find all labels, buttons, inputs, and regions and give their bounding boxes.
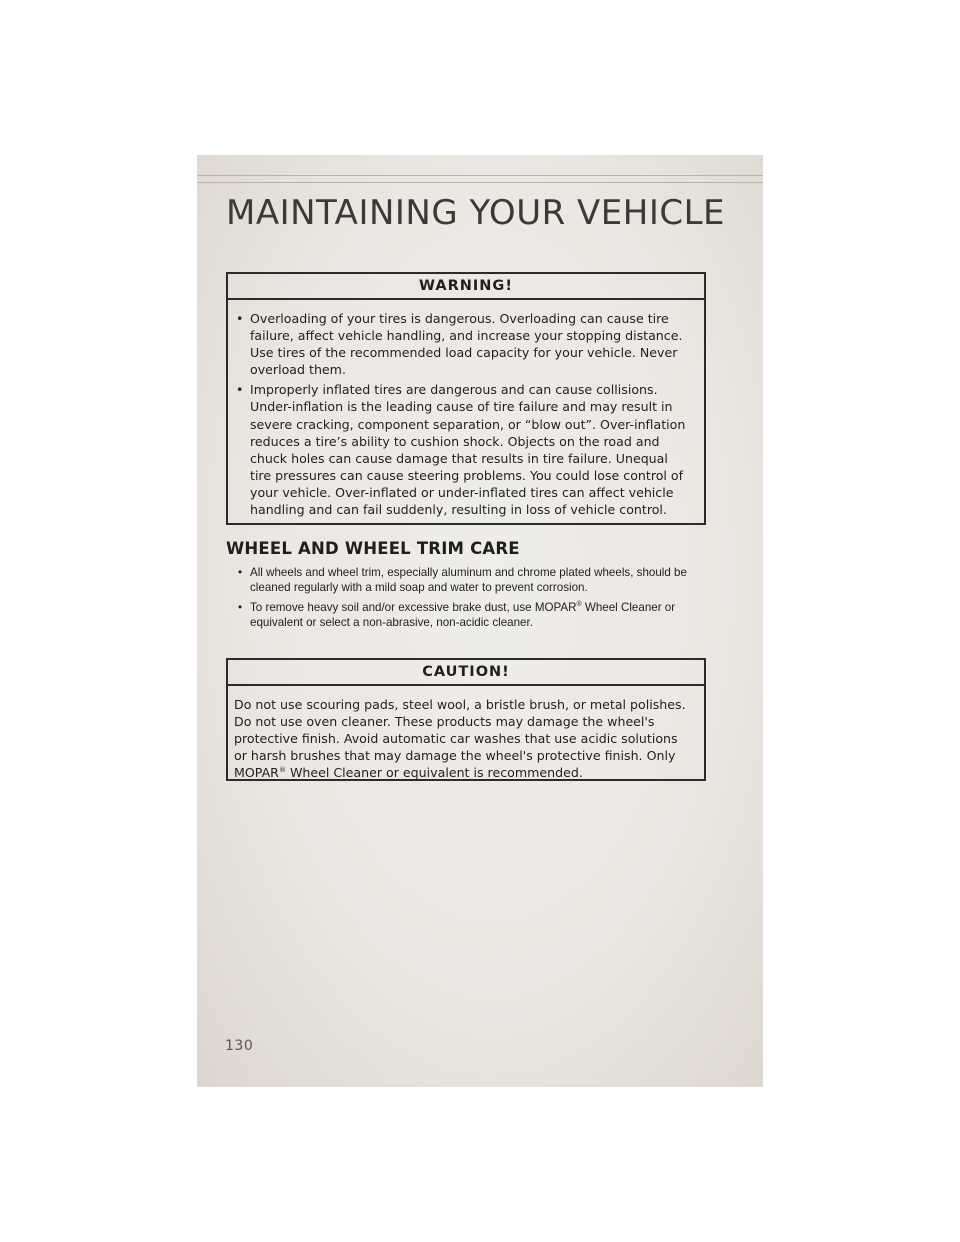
caution-text-start: Do not use scouring pads, steel wool, a bristle brush, or metal polishes. Do not use oven cleaner. These products may damage the wheel's protective finish. Avoid automatic car washes that use acidic solutions or harsh brushes that may damage the wheel's protective finish. Only MOPAR xyxy=(234,697,686,781)
header-rule-top xyxy=(197,175,763,176)
caution-text-end: Wheel Cleaner or equivalent is recommended. xyxy=(285,765,583,781)
wheel-care-item-text-start: To remove heavy soil and/or excessive brake dust, use MOPAR xyxy=(250,600,577,614)
caution-box xyxy=(226,658,706,781)
warning-item-text: Overloading of your tires is dangerous. Overloading can cause tire failure, affect vehicle handling, and increase your stopping distance. Use tires of the recommended load capacity for your vehicle. Never overload them. xyxy=(250,311,683,378)
warning-title: WARNING! xyxy=(228,274,704,300)
warning-item xyxy=(236,381,692,518)
caution-body xyxy=(228,686,704,781)
bullet-icon: • xyxy=(236,311,244,326)
wheel-care-item xyxy=(238,565,698,596)
section-title: MAINTAINING YOUR VEHICLE xyxy=(226,193,726,233)
registered-mark: ® xyxy=(278,766,286,775)
header-rule-bottom xyxy=(197,182,763,183)
page-number: 130 xyxy=(225,1038,254,1054)
warning-list xyxy=(228,300,704,518)
warning-box xyxy=(226,272,706,525)
wheel-care-item-text: All wheels and wheel trim, especially aluminum and chrome plated wheels, should be cleaned regularly with a mild soap and water to prevent corrosion. xyxy=(250,566,687,595)
wheel-care-heading: WHEEL AND WHEEL TRIM CARE xyxy=(226,539,520,558)
bullet-icon: • xyxy=(238,566,243,579)
registered-mark: ® xyxy=(576,600,582,608)
caution-title: CAUTION! xyxy=(228,660,704,686)
warning-item-text: Improperly inflated tires are dangerous and can cause collisions. Under-inflation is the leading cause of tire failure and may result in severe cracking, component separation, or “blow out”. Over-inflation reduces a tire’s ability to cushion shock. Objects on the road and chuck holes can cause damage that results in tire failure. Unequal tire pressures can cause steering problems. You could lose control of your vehicle. Over-inflated or under-inflated tires can affect vehicle handling and can fail suddenly, resulting in loss of vehicle control. xyxy=(250,382,686,518)
bullet-icon: • xyxy=(238,600,243,614)
wheel-care-item-text-end: Wheel Cleaner or equivalent or select a non-abrasive, non-acidic cleaner. xyxy=(250,600,676,630)
manual-page xyxy=(197,155,763,1087)
warning-item xyxy=(236,310,692,378)
wheel-care-item xyxy=(238,600,698,631)
wheel-care-list xyxy=(238,565,698,635)
bullet-icon: • xyxy=(236,382,244,398)
